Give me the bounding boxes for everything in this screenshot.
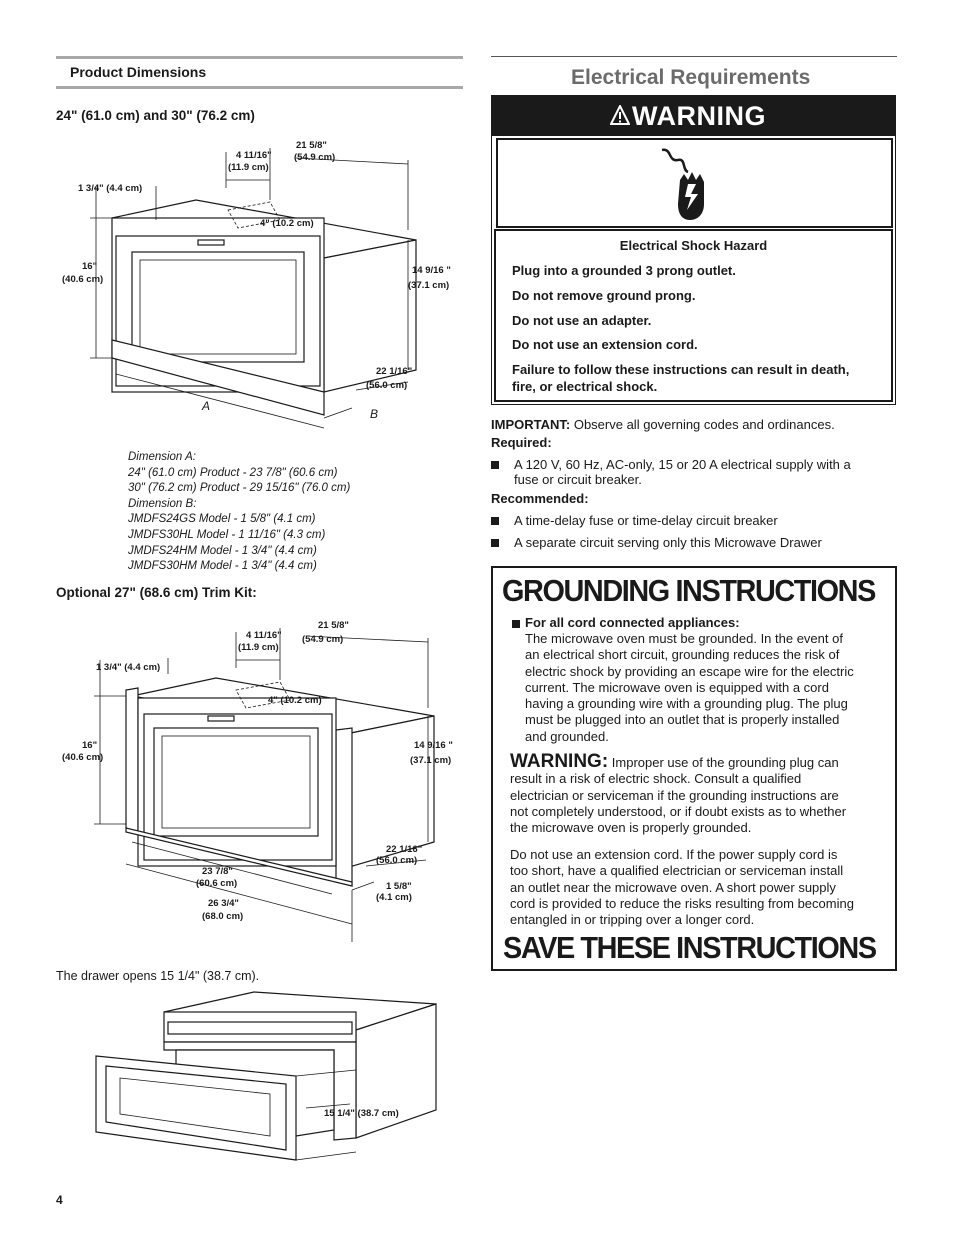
svg-text:16": 16": [82, 261, 98, 272]
svg-text:(60.6 cm): (60.6 cm): [196, 878, 238, 889]
warning-paragraph: [510, 751, 847, 836]
recommended-label: Recommended:: [491, 491, 589, 506]
svg-text:22 1/16": 22 1/16": [376, 366, 413, 377]
cord-line: having a grounding wire with a grounding plug. The plug: [525, 696, 848, 712]
hazard-line: fire, or electrical shock.: [512, 379, 658, 394]
svg-text:4" (10.2 cm): 4" (10.2 cm): [260, 218, 314, 229]
warning-triangle-icon: [610, 105, 630, 125]
drawer-open-diagram: [56, 990, 456, 1170]
section-header-product-dimensions: [56, 57, 463, 89]
figure-2-title: Optional 27" (68.6 cm) Trim Kit:: [56, 585, 257, 600]
svg-text:14 9/16 ": 14 9/16 ": [412, 265, 451, 276]
extension-line: Do not use an extension cord. If the power supply cord is: [510, 847, 838, 862]
cord-line: The microwave oven must be grounded. In the event of: [525, 631, 843, 646]
hazard-line: Do not use an extension cord.: [512, 337, 698, 352]
hazard-line: Do not remove ground prong.: [512, 288, 696, 303]
warning2-line: electrician or serviceman if the grounding instructions are: [510, 787, 839, 803]
cord-line: current. The microwave oven is equipped with a cord: [525, 679, 829, 695]
warning2-label: WARNING:: [510, 751, 609, 772]
cord-line: electric shock by providing an escape wire for the electric: [525, 663, 854, 679]
svg-text:15 1/4" (38.7 cm): 15 1/4" (38.7 cm): [324, 1108, 399, 1119]
section-title: Product Dimensions: [70, 64, 207, 80]
svg-text:21 5/8": 21 5/8": [296, 140, 327, 151]
warning-box: [491, 95, 896, 405]
warning-header: [492, 96, 895, 136]
dimension-diagram-built-in: [56, 130, 456, 440]
hazard-title: Electrical Shock Hazard: [619, 238, 768, 253]
extension-line: entangled in or tripping over a longer cord.: [510, 912, 755, 928]
recommended-item: A time-delay fuse or time-delay circuit breaker: [514, 513, 778, 528]
page-number: 4: [56, 1193, 63, 1207]
electric-shock-hand-icon: [658, 144, 718, 224]
svg-text:B: B: [370, 407, 379, 421]
svg-text:(4.1 cm): (4.1 cm): [376, 892, 412, 903]
dimension-list: [128, 450, 350, 575]
extension-line: cord is provided to reduce the risks resulting from becoming: [510, 895, 854, 911]
svg-text:(40.6 cm): (40.6 cm): [62, 752, 104, 763]
important-note: [491, 417, 835, 432]
hazard-line: Plug into a grounded 3 prong outlet.: [512, 263, 736, 278]
cord-paragraph: [525, 631, 854, 745]
hazard-symbol-cell: [496, 138, 893, 228]
warning2-line: not completely understood, or if doubt exists as to whether: [510, 803, 847, 819]
svg-text:1 3/4" (4.4 cm): 1 3/4" (4.4 cm): [78, 183, 143, 194]
cord-heading: For all cord connected appliances:: [525, 615, 740, 630]
important-text: Observe all governing codes and ordinances.: [573, 417, 835, 432]
svg-text:1 3/4" (4.4 cm): 1 3/4" (4.4 cm): [96, 662, 161, 673]
hazard-text: [494, 229, 893, 402]
svg-text:(54.9 cm): (54.9 cm): [294, 152, 336, 163]
svg-text:22 1/16": 22 1/16": [386, 844, 423, 855]
bullet-icon: [491, 539, 499, 547]
warning2-line: Improper use of the grounding plug can: [611, 755, 839, 770]
required-item: fuse or circuit breaker.: [514, 472, 642, 487]
svg-text:(11.9 cm): (11.9 cm): [238, 642, 279, 653]
extension-line: too short, have a qualified electrician or serviceman install: [510, 863, 844, 879]
dims-line: JMDFS30HM Model - 1 3/4" (4.4 cm): [128, 560, 317, 573]
svg-text:(56.0 cm): (56.0 cm): [366, 380, 408, 391]
dims-line: JMDFS24HM Model - 1 3/4" (4.4 cm): [128, 544, 317, 557]
svg-text:A: A: [202, 399, 211, 413]
grounding-instructions-box: [491, 566, 897, 971]
svg-text:4" (10.2 cm): 4" (10.2 cm): [268, 695, 322, 706]
warning2-line: the microwave oven is properly grounded.: [510, 820, 752, 836]
warning2-line: result in a risk of electric shock. Consult a qualified: [510, 771, 802, 787]
dims-line: 24" (61.0 cm) Product - 23 7/8" (60.6 cm): [128, 466, 338, 479]
figure-1-title: 24" (61.0 cm) and 30" (76.2 cm): [56, 108, 255, 123]
dims-line: Dimension B:: [128, 497, 197, 510]
svg-text:(68.0 cm): (68.0 cm): [202, 911, 244, 922]
hazard-line: Failure to follow these instructions can result in death,: [512, 362, 850, 377]
cord-line: an electrical short circuit, grounding reduces the risk of: [525, 647, 840, 663]
svg-text:(11.9 cm): (11.9 cm): [228, 162, 269, 173]
svg-text:(40.6 cm): (40.6 cm): [62, 274, 104, 285]
svg-text:4 11/16": 4 11/16": [246, 630, 282, 641]
svg-text:(54.9 cm): (54.9 cm): [302, 634, 344, 645]
dims-line: 30" (76.2 cm) Product - 29 15/16" (76.0 cm): [128, 482, 351, 495]
dimension-diagram-trim-kit: [56, 612, 456, 952]
svg-text:(37.1 cm): (37.1 cm): [408, 280, 450, 291]
svg-text:21 5/8": 21 5/8": [318, 620, 349, 631]
svg-text:4 11/16": 4 11/16": [236, 150, 272, 161]
dims-line: JMDFS24GS Model - 1 5/8" (4.1 cm): [128, 513, 316, 526]
hazard-line: Do not use an adapter.: [512, 313, 652, 328]
svg-text:23 7/8": 23 7/8": [202, 866, 233, 877]
section-rule: [491, 56, 897, 57]
dims-line: JMDFS30HL Model - 1 11/16" (4.3 cm): [128, 528, 326, 541]
svg-text:14 9/16 ": 14 9/16 ": [414, 740, 453, 751]
svg-text:1 5/8": 1 5/8": [386, 881, 412, 892]
save-instructions-title: SAVE THESE INSTRUCTIONS: [503, 930, 876, 965]
cord-line: must be plugged into an outlet that is properly installed: [525, 712, 840, 728]
recommended-item: A separate circuit serving only this Microwave Drawer: [514, 535, 822, 550]
svg-text:26 3/4": 26 3/4": [208, 898, 239, 909]
extension-line: an outlet near the microwave oven. A short power supply: [510, 879, 836, 895]
dims-line: Dimension A:: [128, 451, 196, 463]
bullet-icon: [512, 620, 520, 628]
extension-cord-paragraph: [510, 847, 854, 928]
required-item: A 120 V, 60 Hz, AC-only, 15 or 20 A electrical supply with a: [514, 457, 851, 472]
svg-text:(56.0 cm): (56.0 cm): [376, 855, 418, 866]
grounding-title: GROUNDING INSTRUCTIONS: [502, 573, 875, 608]
important-label: IMPORTANT:: [491, 417, 571, 432]
drawer-opening-note: The drawer opens 15 1/4" (38.7 cm).: [56, 969, 260, 983]
required-label: Required:: [491, 435, 552, 450]
cord-line: and grounded.: [525, 728, 609, 744]
svg-text:(37.1 cm): (37.1 cm): [410, 755, 452, 766]
electrical-requirements-title: Electrical Requirements: [571, 66, 811, 89]
bullet-icon: [491, 461, 499, 469]
bullet-icon: [491, 517, 499, 525]
warning-label: WARNING: [632, 101, 766, 131]
svg-text:16": 16": [82, 740, 98, 751]
